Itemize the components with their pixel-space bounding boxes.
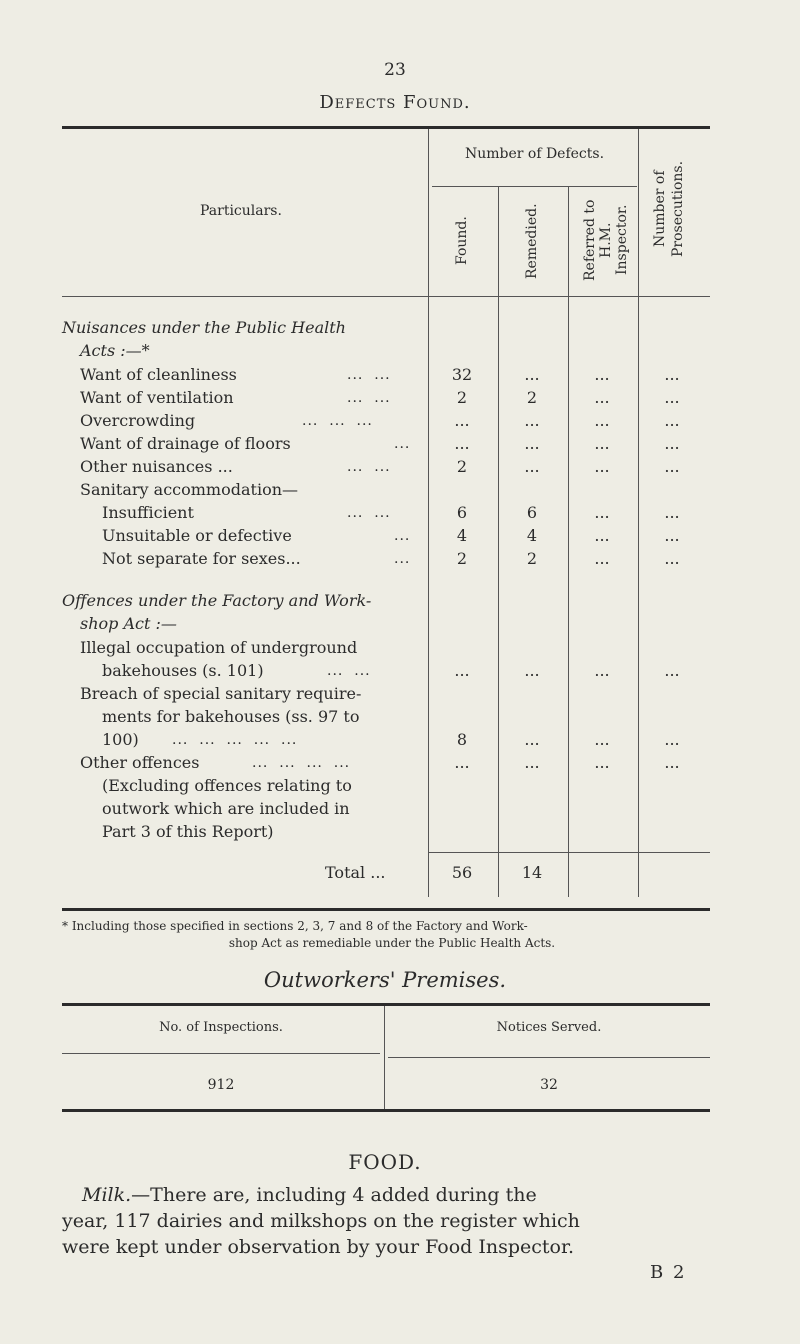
- table-row: Other nuisances ... ... ... 2 ... ... ...: [80, 457, 680, 476]
- header-referred: Referred to H.M. Inspector.: [582, 199, 630, 281]
- table-row: Insufficient ... ... 6 6 ... ...: [102, 503, 680, 522]
- header-found: Found.: [454, 216, 470, 266]
- outworkers-divider: [384, 1006, 385, 1110]
- page-number: 23: [384, 60, 406, 80]
- total-remedied: 14: [521, 863, 543, 882]
- outworkers-mid-rule-right: [388, 1057, 710, 1058]
- outworkers-col1-value: 912: [207, 1077, 235, 1093]
- table-row: Not separate for sexes... ... 2 2 ... ...: [102, 549, 680, 568]
- table-row: Want of drainage of floors ... ... ... ... ...: [80, 434, 680, 453]
- table-bottom-rule: [62, 908, 710, 911]
- total-top-rule: [428, 852, 710, 853]
- total-row: Total ... 56 14: [62, 862, 712, 884]
- food-heading: FOOD.: [348, 1150, 422, 1174]
- signature-mark: B 2: [650, 1262, 687, 1283]
- section2-title-line2: shop Act :—: [80, 614, 177, 633]
- defects-title: Defects Found.: [319, 92, 471, 113]
- section1-title-line2: Acts :—*: [80, 341, 150, 360]
- food-paragraph: Milk.—There are, including 4 added during the year, 117 dairies and milkshops on the register which were kept under observation by your Food Inspector.: [62, 1184, 580, 1258]
- header-number-of-defects: Number of Defects.: [464, 146, 605, 162]
- table-row: bakehouses (s. 101) ... ... ... ... ... ...: [102, 661, 680, 680]
- total-found: 56: [451, 863, 473, 882]
- table-row: 100) ... ... ... ... ... 8 ... ... ...: [102, 730, 680, 749]
- section1-title-line1: Nuisances under the Public Health: [62, 318, 346, 337]
- section2-title-line1: Offences under the Factory and Work-: [62, 591, 372, 610]
- header-bottom-rule: [62, 296, 710, 297]
- outworkers-col2-header: Notices Served.: [496, 1020, 602, 1035]
- outworkers-top-rule: [62, 1003, 710, 1006]
- outworkers-col2-value: 32: [540, 1077, 558, 1093]
- table-row: Want of ventilation ... ... 2 2 ... ...: [80, 388, 680, 407]
- outworkers-bottom-rule: [62, 1109, 710, 1112]
- outworkers-col1-header: No. of Inspections.: [159, 1020, 283, 1035]
- table-row: Sanitary accommodation—: [80, 480, 298, 499]
- header-remedied: Remedied.: [524, 203, 540, 279]
- header-prosecutions: Number of Prosecutions.: [652, 160, 686, 258]
- header-particulars: Particulars.: [200, 203, 282, 219]
- outworkers-mid-rule-left: [62, 1053, 380, 1054]
- table-row: Unsuitable or defective ... 4 4 ... ...: [102, 526, 680, 545]
- table-row: Other offences ... ... ... ... ... ... ... ...: [80, 753, 680, 772]
- table-top-rule: [62, 126, 710, 129]
- milk-label: Milk.: [82, 1184, 132, 1206]
- outworkers-title: Outworkers' Premises.: [263, 968, 507, 992]
- table-row: Want of cleanliness ... ... 32 ... ... ...: [80, 365, 680, 384]
- table-row: Overcrowding ... ... ... ... ... ... ...: [80, 411, 680, 430]
- defects-subheader-rule: [432, 186, 637, 187]
- footnote: * Including those specified in sections 2, 3, 7 and 8 of the Factory and Work- shop Act as remediable under the Public Health Acts.: [62, 919, 556, 950]
